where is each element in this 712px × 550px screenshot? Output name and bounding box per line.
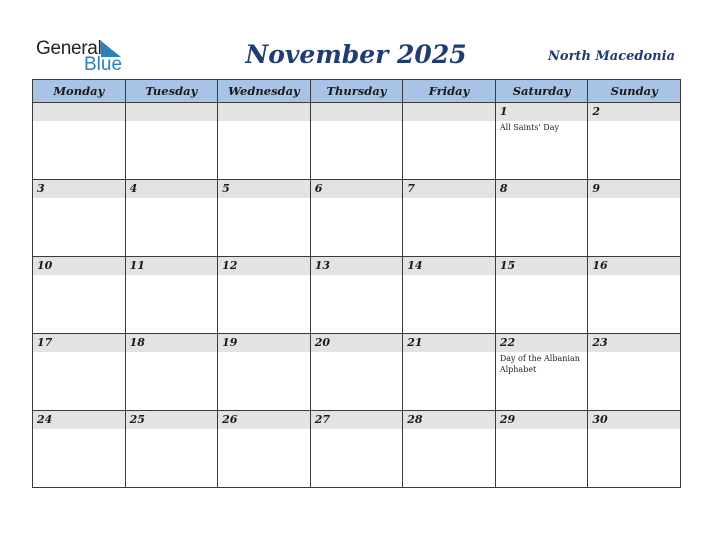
day-number: 13 (311, 257, 403, 275)
day-number (126, 103, 218, 121)
calendar-title: November 2025 (245, 40, 467, 69)
day-cell-16 (588, 257, 681, 334)
day-number: 20 (311, 334, 403, 352)
holiday-label: Day of the Albanian Alphabet (499, 354, 580, 374)
day-cell-30 (588, 411, 681, 488)
day-cell-20 (310, 334, 403, 411)
logo-text-blue: Blue (84, 54, 123, 75)
day-cell-28 (403, 411, 496, 488)
empty-day-cell (310, 103, 403, 180)
day-cell-3 (33, 180, 126, 257)
day-cell-7 (403, 180, 496, 257)
week-row (33, 411, 681, 488)
weekday-monday: Monday (33, 80, 126, 103)
day-cell-5 (218, 180, 311, 257)
weekday-saturday: Saturday (495, 80, 588, 103)
day-number: 18 (126, 334, 218, 352)
empty-day-cell (218, 103, 311, 180)
weekday-friday: Friday (403, 80, 496, 103)
day-number: 21 (403, 334, 495, 352)
day-cell-22 (495, 334, 588, 411)
day-cell-21 (403, 334, 496, 411)
day-number: 8 (496, 180, 588, 198)
day-number (218, 103, 310, 121)
holiday-label: All Saints' Day (499, 123, 559, 132)
day-cell-23 (588, 334, 681, 411)
day-cell-8 (495, 180, 588, 257)
day-cell-11 (125, 257, 218, 334)
day-number (311, 103, 403, 121)
day-number: 25 (126, 411, 218, 429)
day-number: 19 (218, 334, 310, 352)
day-number (403, 103, 495, 121)
country-name: North Macedonia (548, 49, 675, 64)
day-cell-10 (33, 257, 126, 334)
day-number: 3 (33, 180, 125, 198)
weekday-thursday: Thursday (310, 80, 403, 103)
empty-day-cell (33, 103, 126, 180)
day-cell-27 (310, 411, 403, 488)
day-cell-24 (33, 411, 126, 488)
day-number: 2 (588, 103, 680, 121)
empty-day-cell (125, 103, 218, 180)
week-row (33, 257, 681, 334)
logo-text-general: General (36, 38, 102, 59)
day-number: 24 (33, 411, 125, 429)
day-cell-29 (495, 411, 588, 488)
day-number: 14 (403, 257, 495, 275)
day-number: 12 (218, 257, 310, 275)
day-number: 30 (588, 411, 680, 429)
weekday-header-row (33, 80, 681, 103)
day-number: 27 (311, 411, 403, 429)
day-number: 6 (311, 180, 403, 198)
day-number: 29 (496, 411, 588, 429)
day-cell-15 (495, 257, 588, 334)
day-number: 5 (218, 180, 310, 198)
day-cell-2 (588, 103, 681, 180)
week-row (33, 334, 681, 411)
day-cell-4 (125, 180, 218, 257)
week-row (33, 103, 681, 180)
day-cell-6 (310, 180, 403, 257)
day-number: 22 (496, 334, 588, 352)
day-number: 26 (218, 411, 310, 429)
day-cell-12 (218, 257, 311, 334)
day-number: 17 (33, 334, 125, 352)
day-number: 10 (33, 257, 125, 275)
weekday-wednesday: Wednesday (218, 80, 311, 103)
day-cell-18 (125, 334, 218, 411)
day-number: 23 (588, 334, 680, 352)
day-number: 16 (588, 257, 680, 275)
day-number: 4 (126, 180, 218, 198)
day-cell-26 (218, 411, 311, 488)
day-number: 15 (496, 257, 588, 275)
calendar-grid (32, 79, 681, 488)
day-number: 1 (496, 103, 588, 121)
day-number: 7 (403, 180, 495, 198)
day-cell-14 (403, 257, 496, 334)
week-row (33, 180, 681, 257)
weekday-tuesday: Tuesday (125, 80, 218, 103)
day-cell-19 (218, 334, 311, 411)
day-number: 28 (403, 411, 495, 429)
day-cell-9 (588, 180, 681, 257)
day-cell-25 (125, 411, 218, 488)
calendar-body (33, 103, 681, 488)
day-number: 9 (588, 180, 680, 198)
day-cell-13 (310, 257, 403, 334)
weekday-sunday: Sunday (588, 80, 681, 103)
day-cell-17 (33, 334, 126, 411)
day-number (33, 103, 125, 121)
day-number: 11 (126, 257, 218, 275)
day-cell-1 (495, 103, 588, 180)
empty-day-cell (403, 103, 496, 180)
